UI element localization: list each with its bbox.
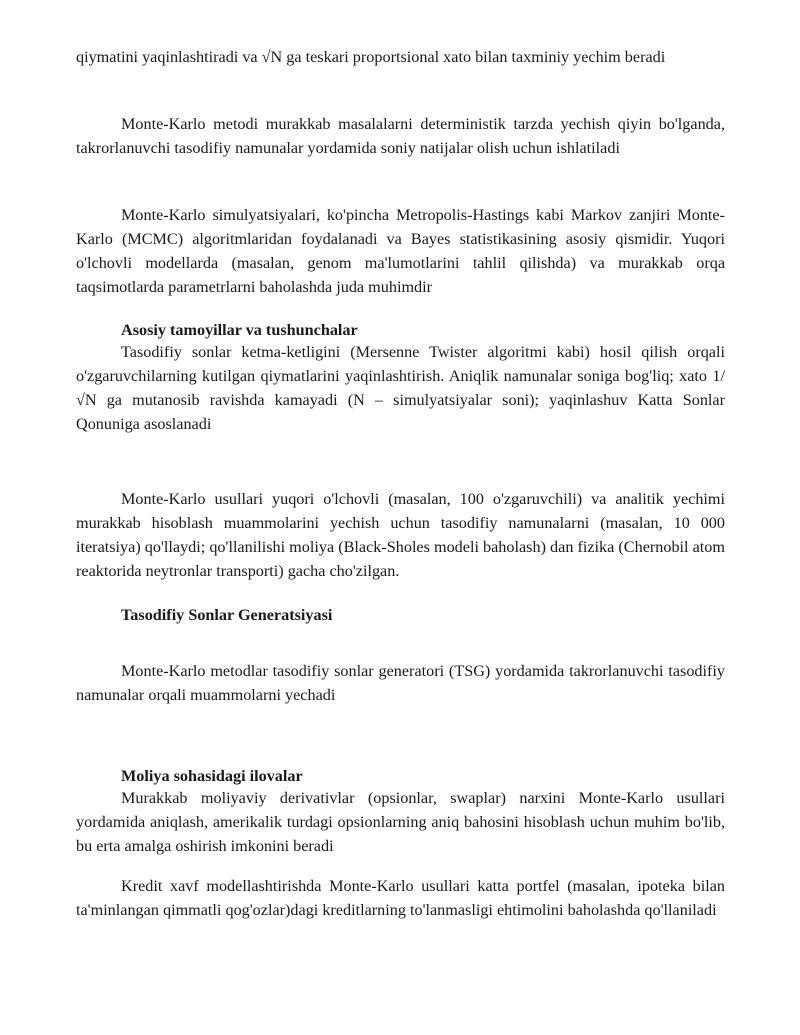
paragraph-credit-risk	[76, 874, 725, 922]
paragraph-principles	[76, 340, 725, 436]
paragraph-text: Monte-Karlo metodi murakkab masalalarni deterministik tarzda yechish qiyin bo'lganda, takrorlanuvchi tasodifiy namunalar yordamida soniy natijalar olish uchun ishlatiladi	[76, 115, 725, 157]
paragraph-montecarlo-method	[76, 112, 725, 160]
paragraph-simulations	[76, 203, 725, 299]
paragraph-text: Tasodifiy sonlar ketma-ketligini (Mersenne Twister algoritmi kabi) hosil qilish orqali o'zgaruvchilarning kutilgan qiymatlarini yaqinlashtirish. Aniqlik namunalar soniga bog'liq; xato 1/√N ga mutanosib ravishda kamayadi (N – simulyatsiyalar soni); yaqinlashuv Katta Sonlar Qonuniga asoslanadi	[76, 343, 725, 433]
heading-finance: Moliya sohasidagi ilovalar	[121, 767, 303, 785]
paragraph-text: qiymatini yaqinlashtiradi va √N ga teskari proportsional xato bilan taxminiy yechim beradi	[76, 48, 666, 66]
paragraph-derivatives	[76, 786, 725, 858]
heading-rng: Tasodifiy Sonlar Generatsiyasi	[121, 606, 333, 624]
paragraph-text: Monte-Karlo usullari yuqori o'lchovli (masalan, 100 o'zgaruvchili) va analitik yechimi murakkab hisoblash muammolarini yechish uchun tasodifiy namunalarni (masalan, 10 000 iteratsiya) qo'llaydi; qo'llanilishi moliya (Black-Sholes modeli baholash) dan fizika (Chernobil atom reaktorida neytronlar transporti) gacha cho'zilgan.	[76, 490, 725, 580]
paragraph-high-dimensional	[76, 487, 725, 583]
heading-principles: Asosiy tamoyillar va tushunchalar	[121, 321, 358, 339]
paragraph-rng	[76, 659, 725, 707]
paragraph-text: Murakkab moliyaviy derivativlar (opsionlar, swaplar) narxini Monte-Karlo usullari yordamida aniqlash, amerikalik turdagi opsionlarning aniq bahosini hisoblash uchun muhim bo'lib, bu erta amalga oshirish imkonini beradi	[76, 789, 725, 855]
paragraph-text: Monte-Karlo metodlar tasodifiy sonlar generatori (TSG) yordamida takrorlanuvchi tasodifiy namunalar orqali muammolarni yechadi	[76, 662, 725, 704]
paragraph-text: Monte-Karlo simulyatsiyalari, ko'pincha Metropolis-Hastings kabi Markov zanjiri Monte-Karlo (MCMC) algoritmlaridan foydalanadi va Bayes statistikasining asosiy qismidir. Yuqori o'lchovli modellarda (masalan, genom ma'lumotlarini tahlil qilishda) va murakkab orqa taqsimotlarda parametrlarni baholashda juda muhimdir	[76, 206, 725, 296]
paragraph-text: Kredit xavf modellashtirishda Monte-Karlo usullari katta portfel (masalan, ipoteka bilan ta'minlangan qimmatli qog'ozlar)dagi kreditlarning to'lanmasligi ehtimolini baholashda qo'llaniladi	[76, 877, 725, 919]
paragraph-continued	[76, 45, 725, 69]
